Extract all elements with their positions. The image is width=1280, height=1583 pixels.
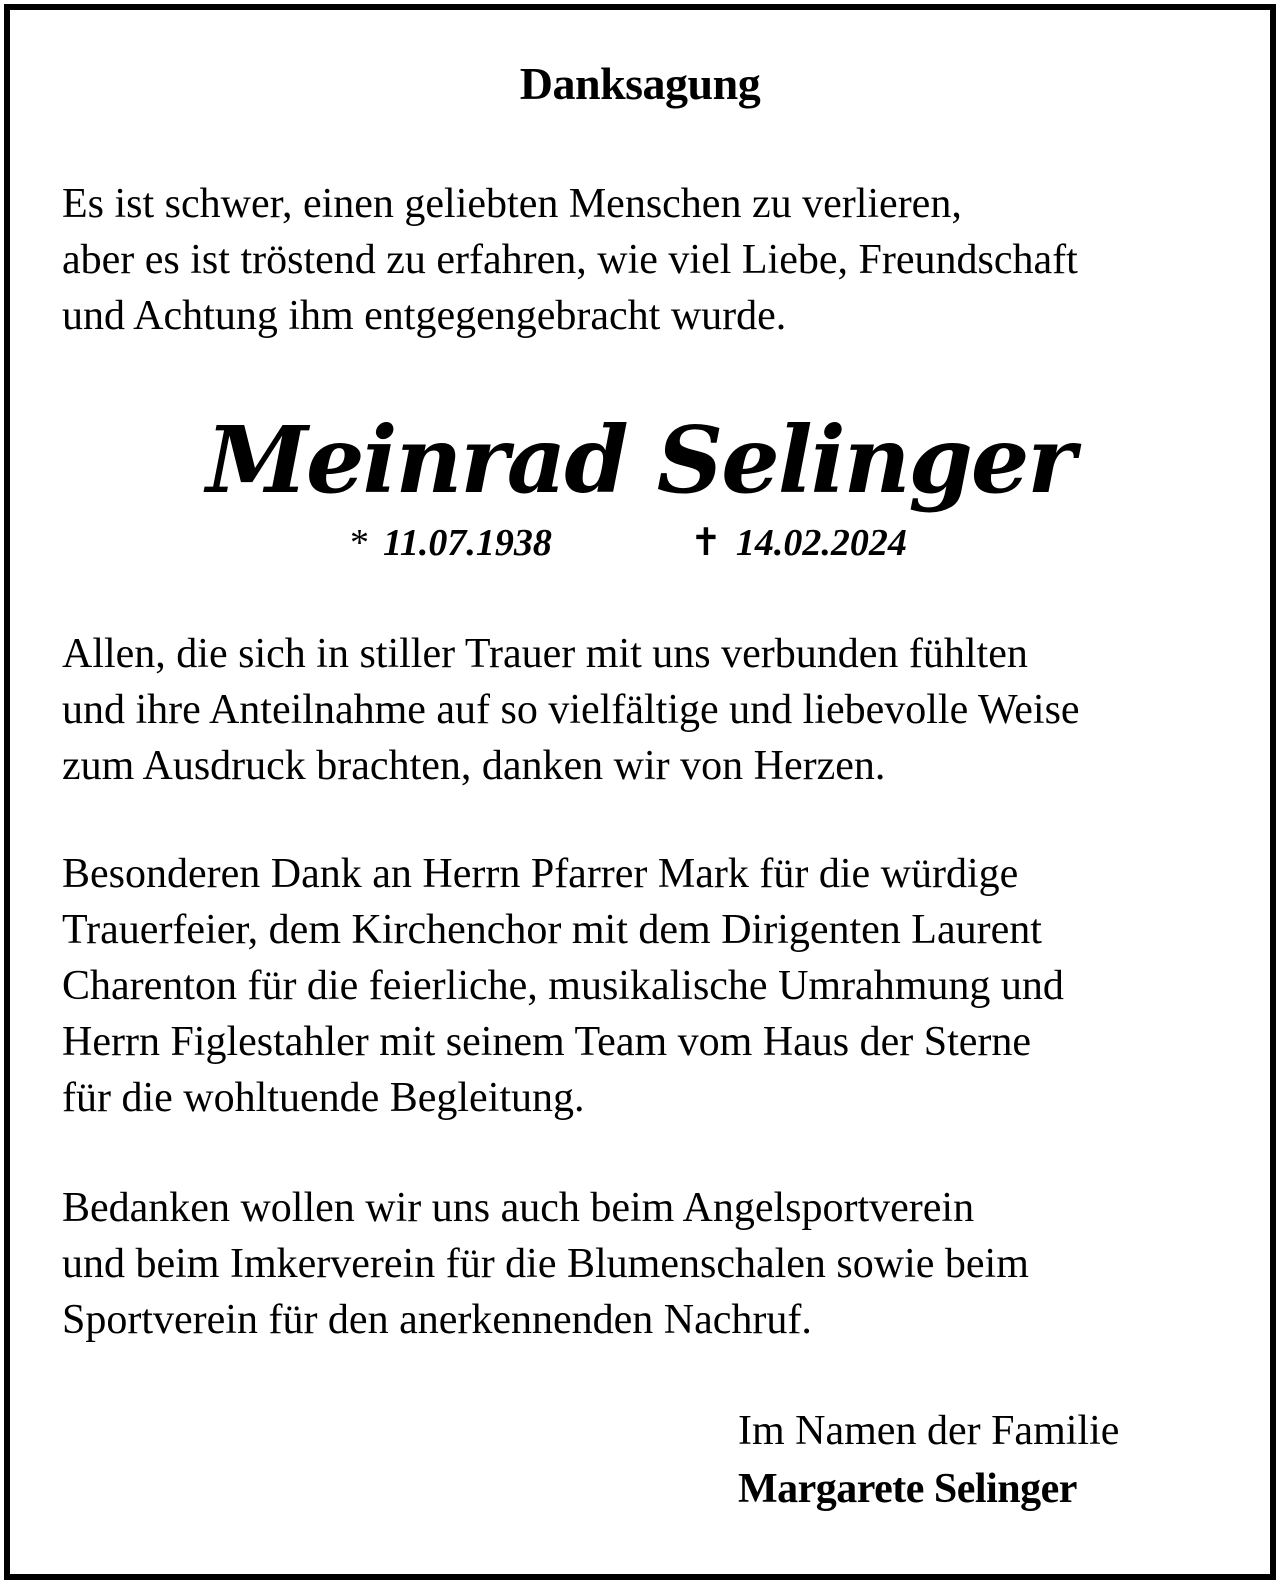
notice-heading: Danksagung (519, 58, 761, 109)
death-date: 14.02.2024 (735, 522, 907, 564)
signature-block (738, 1402, 1119, 1518)
birth-date-group (350, 518, 552, 568)
intro-paragraph (62, 176, 1242, 344)
special-thanks-paragraph (62, 846, 1242, 1126)
thanks-all-line: Allen, die sich in stiller Trauer mit uns verbunden fühlten (62, 631, 1028, 677)
special-thanks-line: Besonderen Dank an Herrn Pfarrer Mark für die würdige (62, 851, 1019, 897)
special-thanks-line: Charenton für die feierliche, musikalische Umrahmung und (62, 963, 1064, 1009)
further-thanks-paragraph (62, 1180, 1242, 1348)
intro-line: Es ist schwer, einen geliebten Menschen zu verlieren, (62, 181, 962, 227)
signature-intro: Im Namen der Familie (738, 1408, 1120, 1454)
further-thanks-line: und beim Imkerverein für die Blumenschalen sowie beim (62, 1241, 1029, 1287)
further-thanks-line: Sportverein für den anerkennenden Nachruf. (62, 1297, 812, 1343)
birth-date: 11.07.1938 (383, 522, 552, 564)
birth-star-icon: * (350, 522, 369, 564)
deceased-name: Meinrad Selinger (206, 406, 1074, 514)
death-date-group (690, 518, 907, 568)
thanks-all-paragraph (62, 626, 1242, 794)
special-thanks-line: Herrn Figlestahler mit seinem Team vom Haus der Sterne (62, 1019, 1032, 1065)
death-cross-icon: ✝ (690, 522, 722, 564)
intro-line: und Achtung ihm entgegengebracht wurde. (62, 293, 787, 339)
further-thanks-line: Bedanken wollen wir uns auch beim Angelsportverein (62, 1185, 975, 1231)
thanks-all-line: und ihre Anteilnahme auf so vielfältige und liebevolle Weise (62, 687, 1080, 733)
intro-line: aber es ist tröstend zu erfahren, wie viel Liebe, Freundschaft (62, 237, 1078, 283)
thanks-all-line: zum Ausdruck brachten, danken wir von Herzen. (62, 743, 886, 789)
special-thanks-line: für die wohltuende Begleitung. (62, 1075, 585, 1121)
special-thanks-line: Trauerfeier, dem Kirchenchor mit dem Dirigenten Laurent (62, 907, 1042, 953)
life-dates (0, 518, 1280, 568)
signature-name: Margarete Selinger (738, 1466, 1077, 1512)
